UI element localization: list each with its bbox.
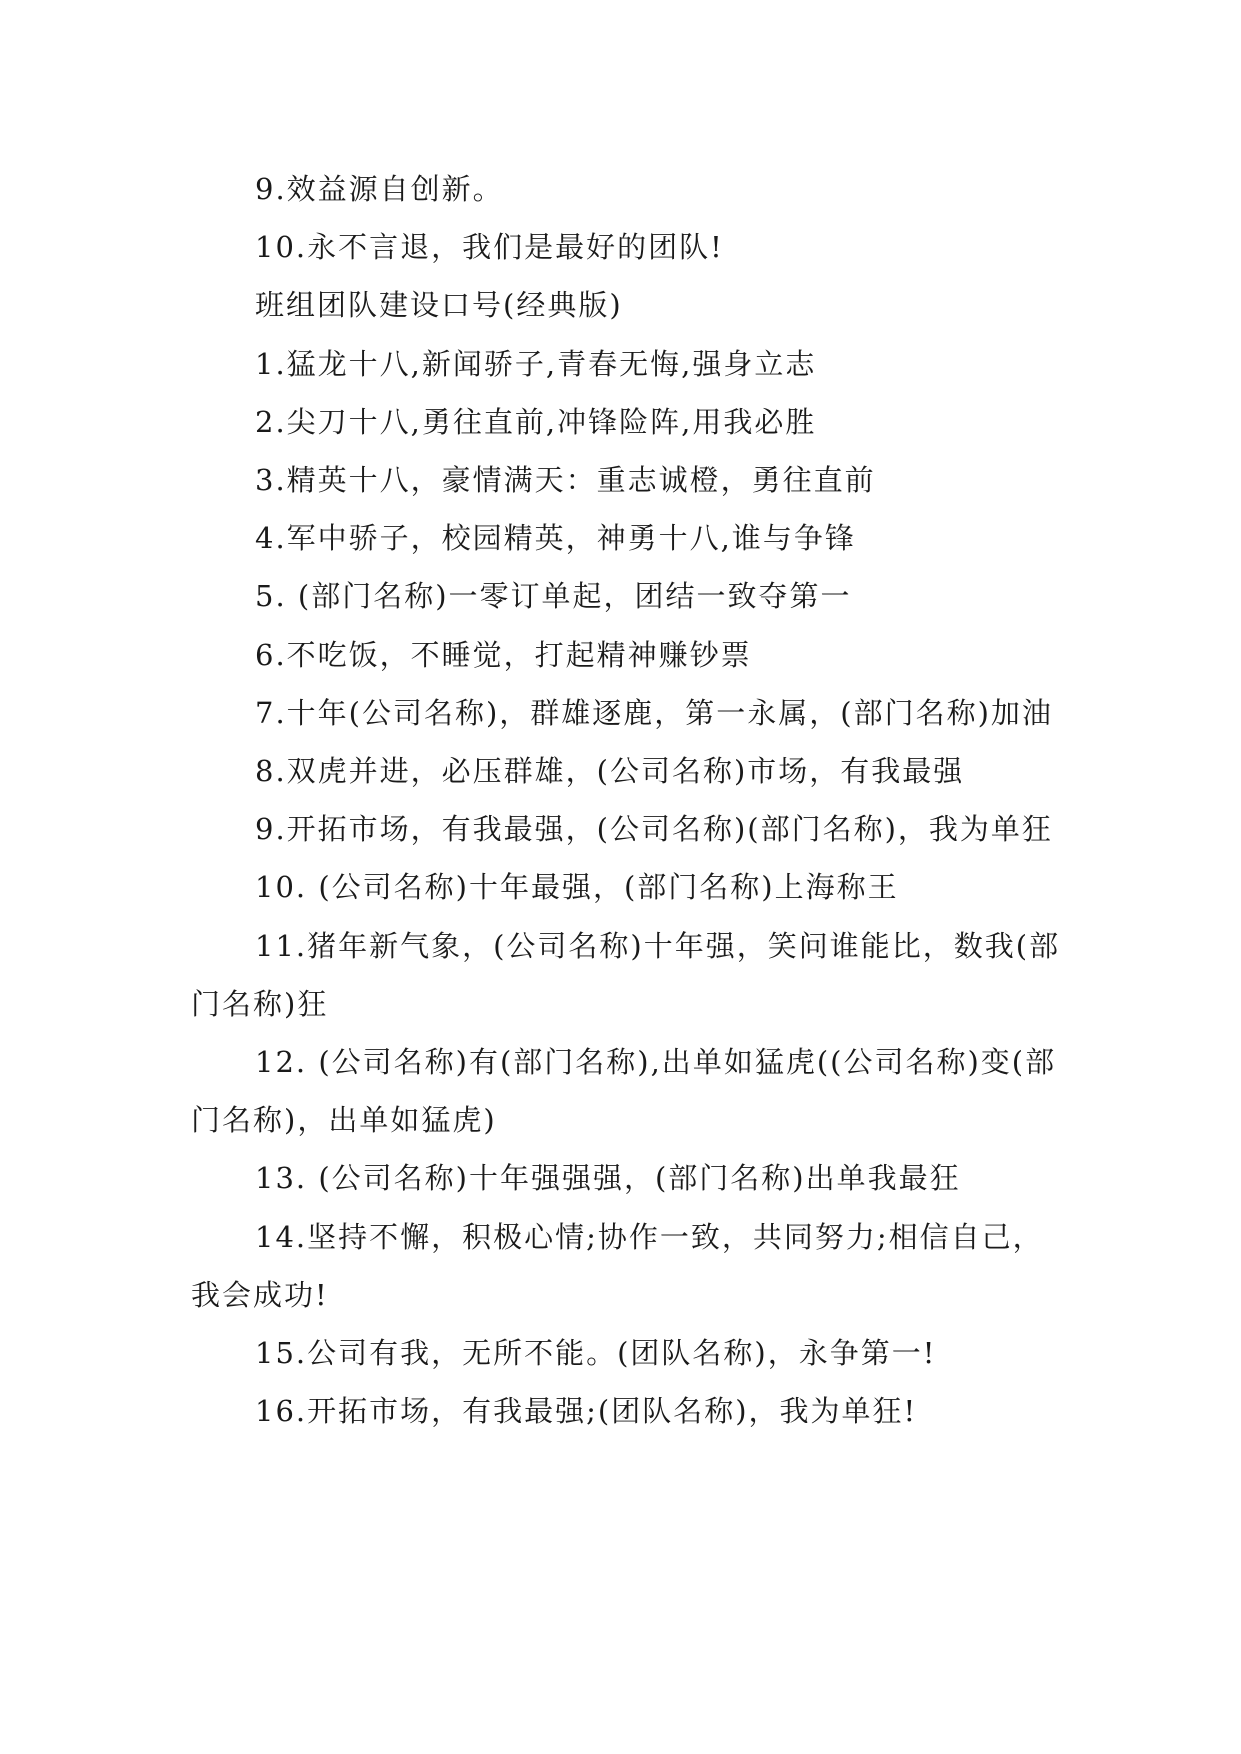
paragraph-line: 13. (公司名称)十年强强强，(部门名称)出单我最狂 [255,1161,961,1196]
paragraph-line: 10.永不言退，我们是最好的团队! [255,230,724,265]
paragraph-line: 3.精英十八，豪情满天：重志诚橙，勇往直前 [255,463,876,498]
paragraph-line: 5. (部门名称)一零订单起，团结一致夺第一 [255,579,852,614]
paragraph-line: 9.开拓市场，有我最强，(公司名称)(部门名称)，我为单狂 [255,812,1053,847]
paragraph-line: 12. (公司名称)有(部门名称),出单如猛虎((公司名称)变(部门名称)，出单如猛虎) [191,1045,1057,1138]
document-body [191,160,1063,1440]
paragraph-line: 9.效益源自创新。 [255,172,504,206]
paragraph-line: 16.开拓市场，有我最强;(团队名称)，我为单狂! [255,1394,918,1429]
paragraph-line: 15.公司有我，无所不能。(团队名称)，永争第一! [255,1336,937,1371]
paragraph-line: 2.尖刀十八,勇往直前,冲锋险阵,用我必胜 [255,404,817,439]
paragraph-line: 10. (公司名称)十年最强，(部门名称)上海称王 [255,870,899,905]
paragraph-line: 1.猛龙十八,新闻骄子,青春无悔,强身立志 [255,346,817,381]
paragraph-line: 6.不吃饭，不睡觉，打起精神赚钞票 [255,637,752,672]
paragraph-line: 11.猪年新气象，(公司名称)十年强，笑问谁能比，数我(部门名称)狂 [191,928,1061,1021]
paragraph-line: 4.军中骄子，校园精英，神勇十八,谁与争锋 [255,521,856,556]
paragraph-line: 8.双虎并进，必压群雄，(公司名称)市场，有我最强 [255,754,965,789]
paragraph-line: 7.十年(公司名称)，群雄逐鹿，第一永属，(部门名称)加油 [255,695,1053,730]
section-heading: 班组团队建设口号(经典版) [255,288,623,323]
paragraph-line: 14.坚持不懈，积极心情;协作一致，共同努力;相信自己，我会成功! [191,1219,1044,1312]
